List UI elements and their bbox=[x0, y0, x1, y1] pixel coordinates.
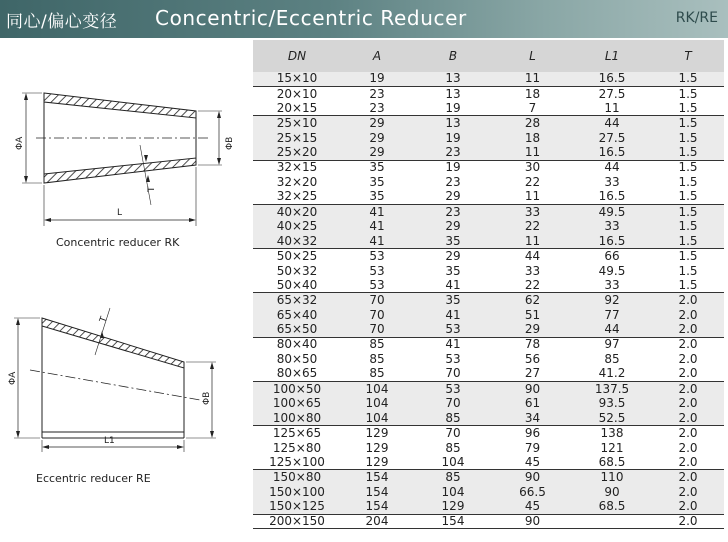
concentric-label-l: L bbox=[117, 208, 123, 218]
cell-b: 53 bbox=[445, 322, 461, 337]
cell-l1: 85 bbox=[604, 352, 620, 367]
cell-a: 19 bbox=[369, 71, 385, 86]
cell-dn: 32×25 bbox=[276, 189, 318, 204]
col-header-l: L bbox=[529, 49, 536, 63]
cell-b: 23 bbox=[445, 145, 461, 160]
cell-dn: 50×25 bbox=[276, 248, 318, 263]
cell-l1: 68.5 bbox=[598, 499, 626, 514]
cell-a: 35 bbox=[369, 160, 385, 175]
cell-b: 104 bbox=[441, 484, 465, 499]
cell-l: 90 bbox=[524, 381, 541, 396]
cell-dn: 150×100 bbox=[269, 484, 325, 499]
cell-t: 1.5 bbox=[678, 277, 698, 292]
cell-t: 2.0 bbox=[678, 307, 698, 322]
cell-b: 85 bbox=[445, 410, 461, 425]
cell-dn: 200×150 bbox=[269, 513, 325, 528]
cell-l: 34 bbox=[524, 410, 541, 425]
cell-a: 154 bbox=[365, 470, 389, 485]
cell-t: 2.0 bbox=[678, 499, 698, 514]
cell-b: 154 bbox=[441, 513, 465, 528]
cell-l1: 16.5 bbox=[598, 145, 626, 160]
table-row bbox=[253, 426, 724, 441]
cell-a: 204 bbox=[365, 513, 389, 528]
cell-l1: 44 bbox=[604, 322, 620, 337]
cell-dn: 25×10 bbox=[276, 116, 318, 131]
cell-dn: 65×32 bbox=[276, 293, 318, 308]
cell-l: 18 bbox=[524, 86, 541, 101]
cell-b: 23 bbox=[445, 175, 461, 190]
cell-t: 2.0 bbox=[678, 513, 698, 528]
cell-b: 23 bbox=[445, 204, 461, 219]
cell-a: 53 bbox=[369, 248, 385, 263]
cell-b: 29 bbox=[445, 189, 461, 204]
cell-a: 41 bbox=[369, 219, 385, 234]
cell-l1: 49.5 bbox=[598, 204, 626, 219]
cell-l1: 93.5 bbox=[598, 396, 626, 411]
cell-dn: 100×65 bbox=[272, 396, 322, 411]
cell-t: 2.0 bbox=[678, 484, 698, 499]
cell-b: 13 bbox=[445, 71, 461, 86]
cell-l: 56 bbox=[524, 352, 541, 367]
eccentric-label-t: T bbox=[98, 315, 110, 325]
table-row bbox=[253, 367, 724, 382]
cell-a: 53 bbox=[369, 277, 385, 292]
cell-dn: 25×20 bbox=[276, 145, 318, 160]
cell-t: 1.5 bbox=[678, 204, 698, 219]
cell-dn: 65×40 bbox=[276, 307, 318, 322]
cell-b: 13 bbox=[445, 116, 461, 131]
col-header-t: T bbox=[684, 49, 692, 63]
concentric-label-a: ΦA bbox=[15, 136, 25, 150]
cell-l: 45 bbox=[524, 499, 541, 514]
cell-l1: 33 bbox=[604, 175, 620, 190]
table-row bbox=[253, 102, 724, 117]
table-row bbox=[253, 116, 724, 131]
cell-t: 2.0 bbox=[678, 410, 698, 425]
cell-t: 1.5 bbox=[678, 145, 698, 160]
cell-dn: 32×15 bbox=[276, 160, 318, 175]
eccentric-label-b: ΦB bbox=[202, 391, 212, 405]
cell-b: 13 bbox=[445, 86, 461, 101]
cell-a: 29 bbox=[369, 145, 385, 160]
cell-l: 22 bbox=[524, 219, 541, 234]
cell-a: 129 bbox=[365, 425, 389, 440]
cell-l: 30 bbox=[524, 160, 541, 175]
cell-l: 18 bbox=[524, 130, 541, 145]
cell-l: 27 bbox=[524, 366, 541, 381]
cell-t: 2.0 bbox=[678, 366, 698, 381]
cell-b: 41 bbox=[445, 277, 461, 292]
cell-l1: 77 bbox=[604, 307, 620, 322]
table-row bbox=[253, 190, 724, 205]
table-row bbox=[253, 72, 724, 87]
cell-l1: 121 bbox=[600, 440, 624, 455]
cell-l: 22 bbox=[524, 175, 541, 190]
table-row bbox=[253, 441, 724, 456]
cell-t: 1.5 bbox=[678, 71, 698, 86]
cell-l: 22 bbox=[524, 277, 541, 292]
cell-a: 35 bbox=[369, 189, 385, 204]
cell-dn: 50×32 bbox=[276, 263, 318, 278]
cell-b: 29 bbox=[445, 248, 461, 263]
cell-a: 154 bbox=[365, 484, 389, 499]
cell-a: 35 bbox=[369, 175, 385, 190]
title-chinese: 同心/偏心变径 bbox=[6, 12, 118, 32]
cell-dn: 80×65 bbox=[276, 366, 318, 381]
cell-l: 11 bbox=[524, 189, 541, 204]
cell-l: 11 bbox=[524, 233, 541, 248]
cell-l1: 27.5 bbox=[598, 130, 626, 145]
cell-l1: 92 bbox=[604, 293, 620, 308]
table-row bbox=[253, 470, 724, 485]
cell-t: 1.5 bbox=[678, 116, 698, 131]
cell-b: 85 bbox=[445, 440, 461, 455]
cell-dn: 125×100 bbox=[269, 454, 325, 469]
cell-b: 70 bbox=[445, 425, 461, 440]
table-row bbox=[253, 515, 724, 530]
cell-l1: 66 bbox=[604, 248, 620, 263]
cell-b: 41 bbox=[445, 307, 461, 322]
table-row bbox=[253, 220, 724, 235]
table-row bbox=[253, 485, 724, 500]
cell-dn: 50×40 bbox=[276, 277, 318, 292]
cell-b: 53 bbox=[445, 381, 461, 396]
cell-a: 129 bbox=[365, 440, 389, 455]
table-row bbox=[253, 264, 724, 279]
cell-dn: 20×10 bbox=[276, 86, 318, 101]
cell-b: 35 bbox=[445, 233, 461, 248]
cell-a: 70 bbox=[369, 322, 385, 337]
table-row bbox=[253, 234, 724, 249]
cell-a: 154 bbox=[365, 499, 389, 514]
cell-dn: 150×80 bbox=[272, 470, 322, 485]
cell-t: 1.5 bbox=[678, 233, 698, 248]
cell-l: 96 bbox=[524, 425, 541, 440]
cell-t: 1.5 bbox=[678, 189, 698, 204]
concentric-label-t: T bbox=[147, 186, 157, 192]
cell-dn: 125×80 bbox=[272, 440, 322, 455]
cell-l1: 49.5 bbox=[598, 263, 626, 278]
eccentric-reducer-drawing bbox=[8, 308, 216, 452]
cell-t: 2.0 bbox=[678, 470, 698, 485]
table-row bbox=[253, 293, 724, 308]
cell-b: 53 bbox=[445, 352, 461, 367]
cell-dn: 40×20 bbox=[276, 204, 318, 219]
cell-l: 11 bbox=[524, 145, 541, 160]
cell-dn: 25×15 bbox=[276, 130, 318, 145]
cell-l: 45 bbox=[524, 454, 541, 469]
cell-l1: 16.5 bbox=[598, 71, 626, 86]
cell-l1: 41.2 bbox=[598, 366, 626, 381]
cell-l: 28 bbox=[524, 116, 541, 131]
col-header-a: A bbox=[372, 49, 382, 63]
cell-a: 104 bbox=[365, 396, 389, 411]
cell-a: 70 bbox=[369, 307, 385, 322]
table-row bbox=[253, 249, 724, 264]
cell-l: 62 bbox=[524, 293, 541, 308]
eccentric-label-a: ΦA bbox=[8, 371, 18, 385]
cell-a: 29 bbox=[369, 130, 385, 145]
cell-l1: 16.5 bbox=[598, 233, 626, 248]
cell-b: 35 bbox=[445, 263, 461, 278]
col-header-dn: DN bbox=[287, 49, 307, 63]
table-row bbox=[253, 382, 724, 397]
concentric-label-b: ΦB bbox=[225, 136, 235, 150]
cell-dn: 80×40 bbox=[276, 337, 318, 352]
cell-l1: 110 bbox=[600, 470, 624, 485]
cell-dn: 100×50 bbox=[272, 381, 322, 396]
dimension-table bbox=[253, 40, 724, 529]
cell-a: 41 bbox=[369, 233, 385, 248]
cell-a: 85 bbox=[369, 352, 385, 367]
cell-dn: 150×125 bbox=[269, 499, 325, 514]
cell-l1: 11 bbox=[604, 100, 620, 115]
cell-l: 61 bbox=[524, 396, 541, 411]
table-body bbox=[253, 72, 724, 529]
cell-t: 2.0 bbox=[678, 322, 698, 337]
cell-a: 23 bbox=[369, 100, 385, 115]
cell-t: 2.0 bbox=[678, 454, 698, 469]
cell-b: 70 bbox=[445, 366, 461, 381]
cell-l1: 137.5 bbox=[594, 381, 630, 396]
table-row bbox=[253, 352, 724, 367]
cell-dn: 100×80 bbox=[272, 410, 322, 425]
cell-l1: 52.5 bbox=[598, 410, 626, 425]
cell-t: 2.0 bbox=[678, 381, 698, 396]
table-row bbox=[253, 87, 724, 102]
concentric-reducer-drawing bbox=[15, 93, 235, 226]
cell-t: 1.5 bbox=[678, 248, 698, 263]
cell-l: 7 bbox=[528, 100, 537, 115]
cell-l1: 27.5 bbox=[598, 86, 626, 101]
table-row bbox=[253, 456, 724, 471]
cell-dn: 80×50 bbox=[276, 352, 318, 367]
cell-t: 2.0 bbox=[678, 337, 698, 352]
cell-l1: 44 bbox=[604, 160, 620, 175]
table-row bbox=[253, 131, 724, 146]
cell-dn: 15×10 bbox=[276, 71, 318, 86]
table-row bbox=[253, 175, 724, 190]
cell-b: 129 bbox=[441, 499, 465, 514]
table-row bbox=[253, 397, 724, 412]
cell-b: 104 bbox=[441, 454, 465, 469]
col-header-b: B bbox=[448, 49, 458, 63]
cell-b: 29 bbox=[445, 219, 461, 234]
cell-l: 33 bbox=[524, 204, 541, 219]
cell-l1: 68.5 bbox=[598, 454, 626, 469]
cell-a: 23 bbox=[369, 86, 385, 101]
page-title: Concentric/Eccentric Reducer bbox=[155, 6, 467, 30]
table-row bbox=[253, 279, 724, 294]
cell-l: 90 bbox=[524, 513, 541, 528]
product-code: RK/RE bbox=[675, 10, 718, 26]
cell-t: 1.5 bbox=[678, 100, 698, 115]
cell-dn: 125×65 bbox=[272, 425, 322, 440]
table-row bbox=[253, 161, 724, 176]
cell-l1: 90 bbox=[604, 484, 620, 499]
cell-b: 85 bbox=[445, 470, 461, 485]
cell-l1: 33 bbox=[604, 219, 620, 234]
table-row bbox=[253, 308, 724, 323]
cell-a: 70 bbox=[369, 293, 385, 308]
cell-dn: 40×25 bbox=[276, 219, 318, 234]
concentric-caption: Concentric reducer RK bbox=[56, 236, 180, 249]
table-header bbox=[253, 40, 724, 72]
cell-b: 19 bbox=[445, 130, 461, 145]
table-row bbox=[253, 205, 724, 220]
cell-t: 1.5 bbox=[678, 130, 698, 145]
cell-l: 90 bbox=[524, 470, 541, 485]
cell-a: 104 bbox=[365, 410, 389, 425]
cell-b: 19 bbox=[445, 100, 461, 115]
table-row bbox=[253, 146, 724, 161]
cell-t: 2.0 bbox=[678, 440, 698, 455]
cell-l1: 138 bbox=[600, 425, 624, 440]
cell-t: 2.0 bbox=[678, 293, 698, 308]
cell-b: 35 bbox=[445, 293, 461, 308]
cell-a: 104 bbox=[365, 381, 389, 396]
cell-t: 1.5 bbox=[678, 160, 698, 175]
reducer-diagrams bbox=[0, 0, 250, 500]
cell-b: 41 bbox=[445, 337, 461, 352]
cell-a: 129 bbox=[365, 454, 389, 469]
cell-l1: 16.5 bbox=[598, 189, 626, 204]
cell-t: 1.5 bbox=[678, 175, 698, 190]
cell-dn: 32×20 bbox=[276, 175, 318, 190]
table-row bbox=[253, 411, 724, 426]
cell-t: 1.5 bbox=[678, 86, 698, 101]
cell-a: 85 bbox=[369, 337, 385, 352]
eccentric-label-l1: L1 bbox=[104, 436, 115, 446]
cell-a: 85 bbox=[369, 366, 385, 381]
table-row bbox=[253, 500, 724, 515]
cell-l: 79 bbox=[524, 440, 541, 455]
cell-l: 51 bbox=[524, 307, 541, 322]
cell-t: 2.0 bbox=[678, 425, 698, 440]
cell-b: 70 bbox=[445, 396, 461, 411]
cell-a: 53 bbox=[369, 263, 385, 278]
cell-l: 44 bbox=[524, 248, 541, 263]
cell-dn: 65×50 bbox=[276, 322, 318, 337]
cell-t: 2.0 bbox=[678, 352, 698, 367]
cell-l1: 97 bbox=[604, 337, 620, 352]
cell-l: 66.5 bbox=[519, 484, 546, 499]
col-header-l1: L1 bbox=[604, 49, 620, 63]
cell-dn: 40×32 bbox=[276, 233, 318, 248]
cell-t: 1.5 bbox=[678, 219, 698, 234]
cell-b: 19 bbox=[445, 160, 461, 175]
table-row bbox=[253, 323, 724, 338]
eccentric-caption: Eccentric reducer RE bbox=[36, 472, 151, 485]
cell-l: 78 bbox=[524, 337, 541, 352]
cell-l: 11 bbox=[524, 71, 541, 86]
cell-a: 41 bbox=[369, 204, 385, 219]
cell-l: 29 bbox=[524, 322, 541, 337]
cell-t: 2.0 bbox=[678, 396, 698, 411]
cell-l: 33 bbox=[524, 263, 541, 278]
cell-t: 1.5 bbox=[678, 263, 698, 278]
table-row bbox=[253, 338, 724, 353]
cell-l1: 44 bbox=[604, 116, 620, 131]
cell-l1: 33 bbox=[604, 277, 620, 292]
cell-dn: 20×15 bbox=[276, 100, 318, 115]
cell-a: 29 bbox=[369, 116, 385, 131]
